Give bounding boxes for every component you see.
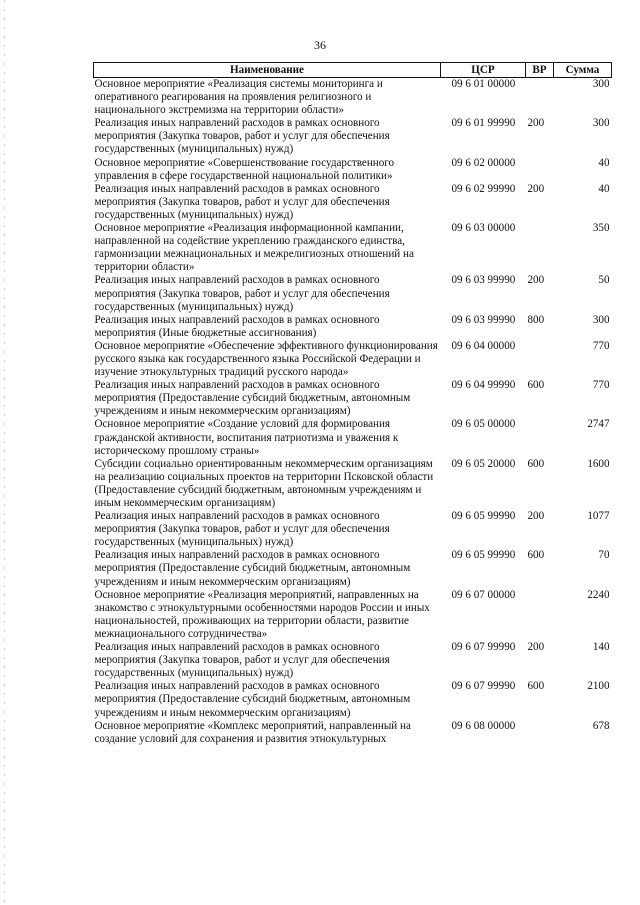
cell-vr: 200 <box>527 510 545 523</box>
header-sum: Сумма <box>554 63 612 78</box>
header-csr: ЦСР <box>441 63 526 78</box>
cell-vr <box>526 340 554 379</box>
cell-name: Основное мероприятие «Создание условий для формирования гражданской активности, воспитания патриотизма и уважения к историческому прошлому страны» <box>94 418 399 457</box>
table-row <box>94 314 612 340</box>
budget-table <box>93 62 612 746</box>
table-row <box>94 720 612 746</box>
cell-csr: 09 6 07 99990 <box>451 641 516 654</box>
cell-sum: 350 <box>592 222 610 235</box>
table-row <box>94 222 612 274</box>
header-vr: ВР <box>526 63 554 78</box>
cell-name: Основное мероприятие «Обеспечение эффективного функционирования русского языка как государственного языка Российской Федерации и изучение этнокультурных традиций русского народа» <box>94 339 438 379</box>
cell-name: Реализация иных направлений расходов в рамках основного мероприятия (Предоставление субсидий бюджетным, автономным учреждениям и иным некоммерческим организациям) <box>94 549 411 588</box>
cell-sum: 140 <box>592 641 610 654</box>
cell-csr: 09 6 02 99990 <box>451 182 516 195</box>
cell-csr: 09 6 01 99990 <box>451 117 516 130</box>
cell-vr: 600 <box>527 457 545 470</box>
cell-csr: 09 6 07 99990 <box>451 680 516 693</box>
table-row <box>94 274 612 313</box>
cell-sum: 300 <box>592 313 610 326</box>
cell-vr: 800 <box>527 313 545 326</box>
cell-csr: 09 6 04 00000 <box>451 339 516 352</box>
table-row <box>94 117 612 156</box>
cell-vr: 200 <box>527 182 545 195</box>
left-margin-scan-artifact <box>4 0 5 905</box>
table-row <box>94 510 612 549</box>
cell-vr: 600 <box>527 549 545 562</box>
cell-vr: 600 <box>527 680 545 693</box>
cell-csr: 09 6 05 00000 <box>451 418 516 431</box>
table-row <box>94 589 612 641</box>
table-body <box>94 78 612 746</box>
cell-sum: 300 <box>592 78 610 90</box>
cell-sum: 678 <box>592 719 610 732</box>
cell-csr: 09 6 03 99990 <box>451 313 516 326</box>
table-row <box>94 78 612 118</box>
cell-vr <box>526 589 554 641</box>
cell-csr: 09 6 02 00000 <box>451 156 516 169</box>
cell-name: Реализация иных направлений расходов в рамках основного мероприятия (Закупка товаров, работ и услуг для обеспечения государственных (муниципальных) нужд) <box>94 182 390 221</box>
page-number: 36 <box>314 38 326 52</box>
cell-sum: 770 <box>592 379 610 392</box>
table-row <box>94 641 612 680</box>
table-row <box>94 379 612 418</box>
table-header-row <box>94 63 612 78</box>
cell-sum: 2100 <box>587 680 610 693</box>
cell-vr <box>526 78 554 118</box>
cell-name: Основное мероприятие «Реализация информационной кампании, направленной на содействие укреплению гражданского единства, гармонизации межнациональных и межрелигиозных отношений на территории области» <box>94 222 414 274</box>
cell-sum: 2747 <box>587 418 610 431</box>
cell-csr: 09 6 04 99990 <box>451 379 516 392</box>
cell-sum: 1077 <box>587 510 610 523</box>
cell-name: Основное мероприятие «Реализация мероприятий, направленных на знакомство с этнокультурными особенностями народов России и иных национальностей, проживающих на территории области, развитие межнационального сотрудничества» <box>94 588 430 640</box>
cell-csr: 09 6 05 99990 <box>451 510 516 523</box>
cell-csr: 09 6 01 00000 <box>451 78 516 90</box>
cell-csr: 09 6 08 00000 <box>451 719 516 732</box>
table-row <box>94 340 612 379</box>
cell-sum: 300 <box>592 117 610 130</box>
cell-csr: 09 6 03 99990 <box>451 274 516 287</box>
cell-csr: 09 6 05 99990 <box>451 549 516 562</box>
cell-vr: 200 <box>527 117 545 130</box>
cell-vr: 200 <box>527 274 545 287</box>
table-row <box>94 418 612 457</box>
cell-sum: 40 <box>598 182 610 195</box>
header-name: Наименование <box>94 63 441 78</box>
cell-vr <box>526 157 554 183</box>
cell-name: Реализация иных направлений расходов в рамках основного мероприятия (Предоставление субсидий бюджетным, автономным учреждениям и иным некоммерческим организациям) <box>94 379 411 418</box>
cell-name: Реализация иных направлений расходов в рамках основного мероприятия (Закупка товаров, работ и услуг для обеспечения государственных (муниципальных) нужд) <box>94 117 390 156</box>
cell-csr: 09 6 05 20000 <box>451 457 516 470</box>
cell-csr: 09 6 07 00000 <box>451 588 516 601</box>
cell-sum: 50 <box>598 274 610 287</box>
cell-name: Реализация иных направлений расходов в рамках основного мероприятия (Закупка товаров, работ и услуг для обеспечения государственных (муниципальных) нужд) <box>94 510 390 549</box>
cell-name: Реализация иных направлений расходов в рамках основного мероприятия (Закупка товаров, работ и услуг для обеспечения государственных (муниципальных) нужд) <box>94 641 390 680</box>
table-row <box>94 680 612 719</box>
cell-name: Основное мероприятие «Реализация системы мониторинга и оперативного реагирования на проявления религиозного и национального экстремизма на территории области» <box>94 78 383 117</box>
cell-name: Основное мероприятие «Совершенствование государственного управления в сфере государственной национальной политики» <box>94 156 395 182</box>
table-row <box>94 157 612 183</box>
cell-sum: 1600 <box>587 457 610 470</box>
cell-vr <box>526 418 554 457</box>
cell-vr: 600 <box>527 379 545 392</box>
cell-name: Основное мероприятие «Комплекс мероприятий, направленный на создание условий для сохранения и развития этнокультурных <box>94 719 411 745</box>
cell-sum: 2240 <box>587 588 610 601</box>
cell-vr <box>526 720 554 746</box>
table-row <box>94 458 612 510</box>
cell-sum: 40 <box>598 156 610 169</box>
cell-name: Реализация иных направлений расходов в рамках основного мероприятия (Иные бюджетные ассигнования) <box>94 313 380 339</box>
cell-name: Реализация иных направлений расходов в рамках основного мероприятия (Предоставление субсидий бюджетным, автономным учреждениям и иным некоммерческим организациям) <box>94 680 411 719</box>
table-row <box>94 183 612 222</box>
cell-name: Реализация иных направлений расходов в рамках основного мероприятия (Закупка товаров, работ и услуг для обеспечения государственных (муниципальных) нужд) <box>94 274 390 313</box>
cell-csr: 09 6 03 00000 <box>451 222 516 235</box>
table-row <box>94 549 612 588</box>
cell-vr: 200 <box>527 641 545 654</box>
cell-vr <box>526 222 554 274</box>
cell-sum: 70 <box>598 549 610 562</box>
cell-sum: 770 <box>592 339 610 352</box>
cell-name: Субсидии социально ориентированным некоммерческим организациям на реализацию социальных проектов на территории Псковской области (Предоставление субсидий бюджетным, автономным учреждениям и иным некоммерческим организациям) <box>94 457 434 509</box>
